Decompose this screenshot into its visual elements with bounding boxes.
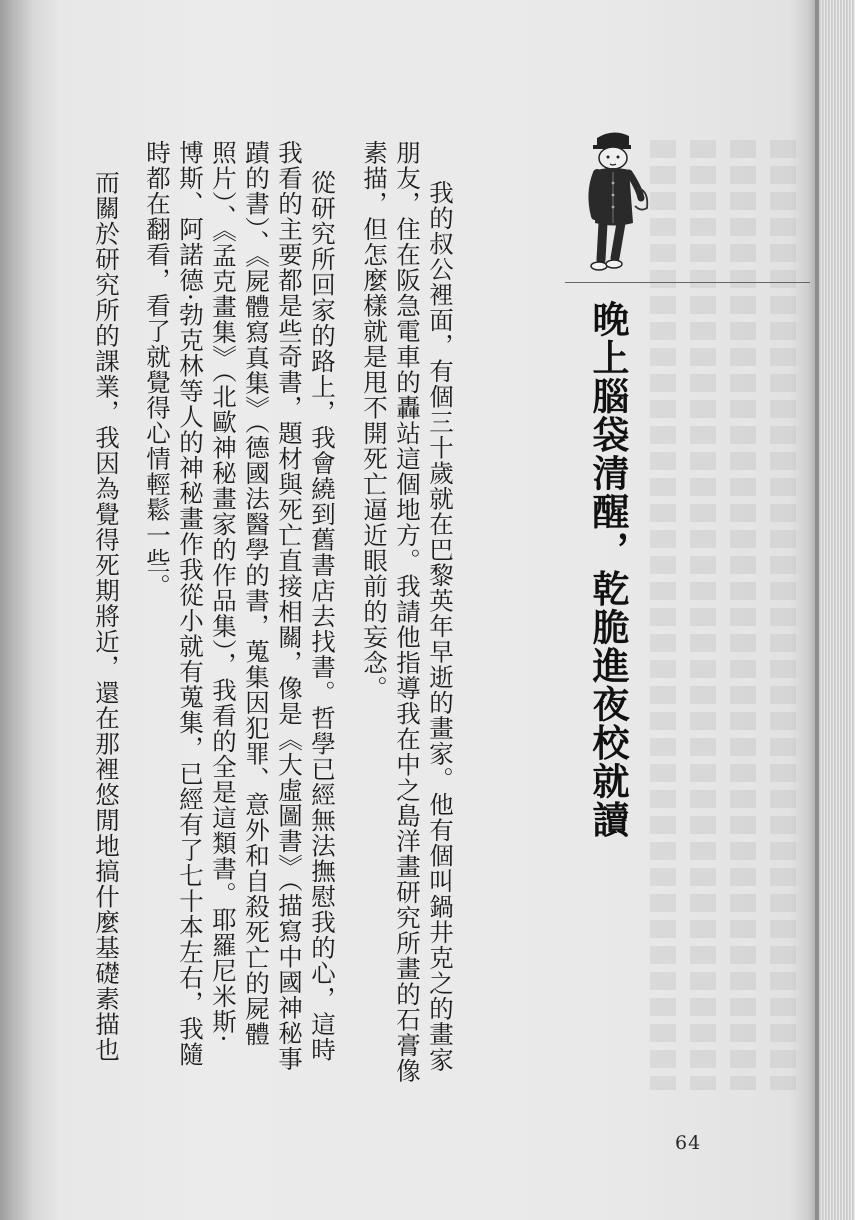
text-column-2: 朋友，住在阪急電車的轟站這個地方。我請他指導我在中之島洋畫研究所畫的石膏像	[393, 140, 422, 1084]
text-column-5: 我看的主要都是些奇書，題材與死亡直接相關，像是《大虛圖書》（描寫中國神秘事	[275, 140, 304, 1072]
text-column-9: 時都在翻看，看了就覺得心情輕鬆一些。	[143, 140, 172, 599]
text-column-8: 博斯、阿諾德·勃克林等人的神秘畫作我從小就有蒐集，已經有了七十本左右，我隨	[176, 140, 205, 1067]
text-column-4: 從研究所回家的路上，我會繞到舊書店去找書。哲學已經無法撫慰我的心，這時	[308, 170, 337, 1063]
text-column-7: 照片）、《孟克畫集》（北歐神秘畫家的作品集），我看的全是這類書。耶羅尼米斯·	[209, 140, 238, 1044]
text-column-10: 而關於研究所的課業，我因為覺得死期將近，還在那裡悠閒地搞什麼基礎素描也	[92, 170, 121, 1063]
text-column-3: 素描，但怎麼樣就是甩不開死亡逼近眼前的妄念。	[360, 140, 389, 701]
walking-boy-icon	[575, 128, 655, 278]
page-number: 64	[675, 1132, 702, 1154]
chapter-title: 晚上腦袋清醒，乾脆進夜校就讀	[586, 300, 629, 839]
text-column-6: 蹟的書）、《屍體寫真集》（德國法醫學的書，蒐集因犯罪、意外和自殺死亡的屍體	[242, 140, 271, 1047]
text-column-1: 我的叔公裡面，有個三十歲就在巴黎英年早逝的畫家。他有個叫鍋井克之的畫家	[426, 180, 455, 1073]
page-edges	[815, 0, 855, 1220]
title-rule	[565, 282, 810, 283]
